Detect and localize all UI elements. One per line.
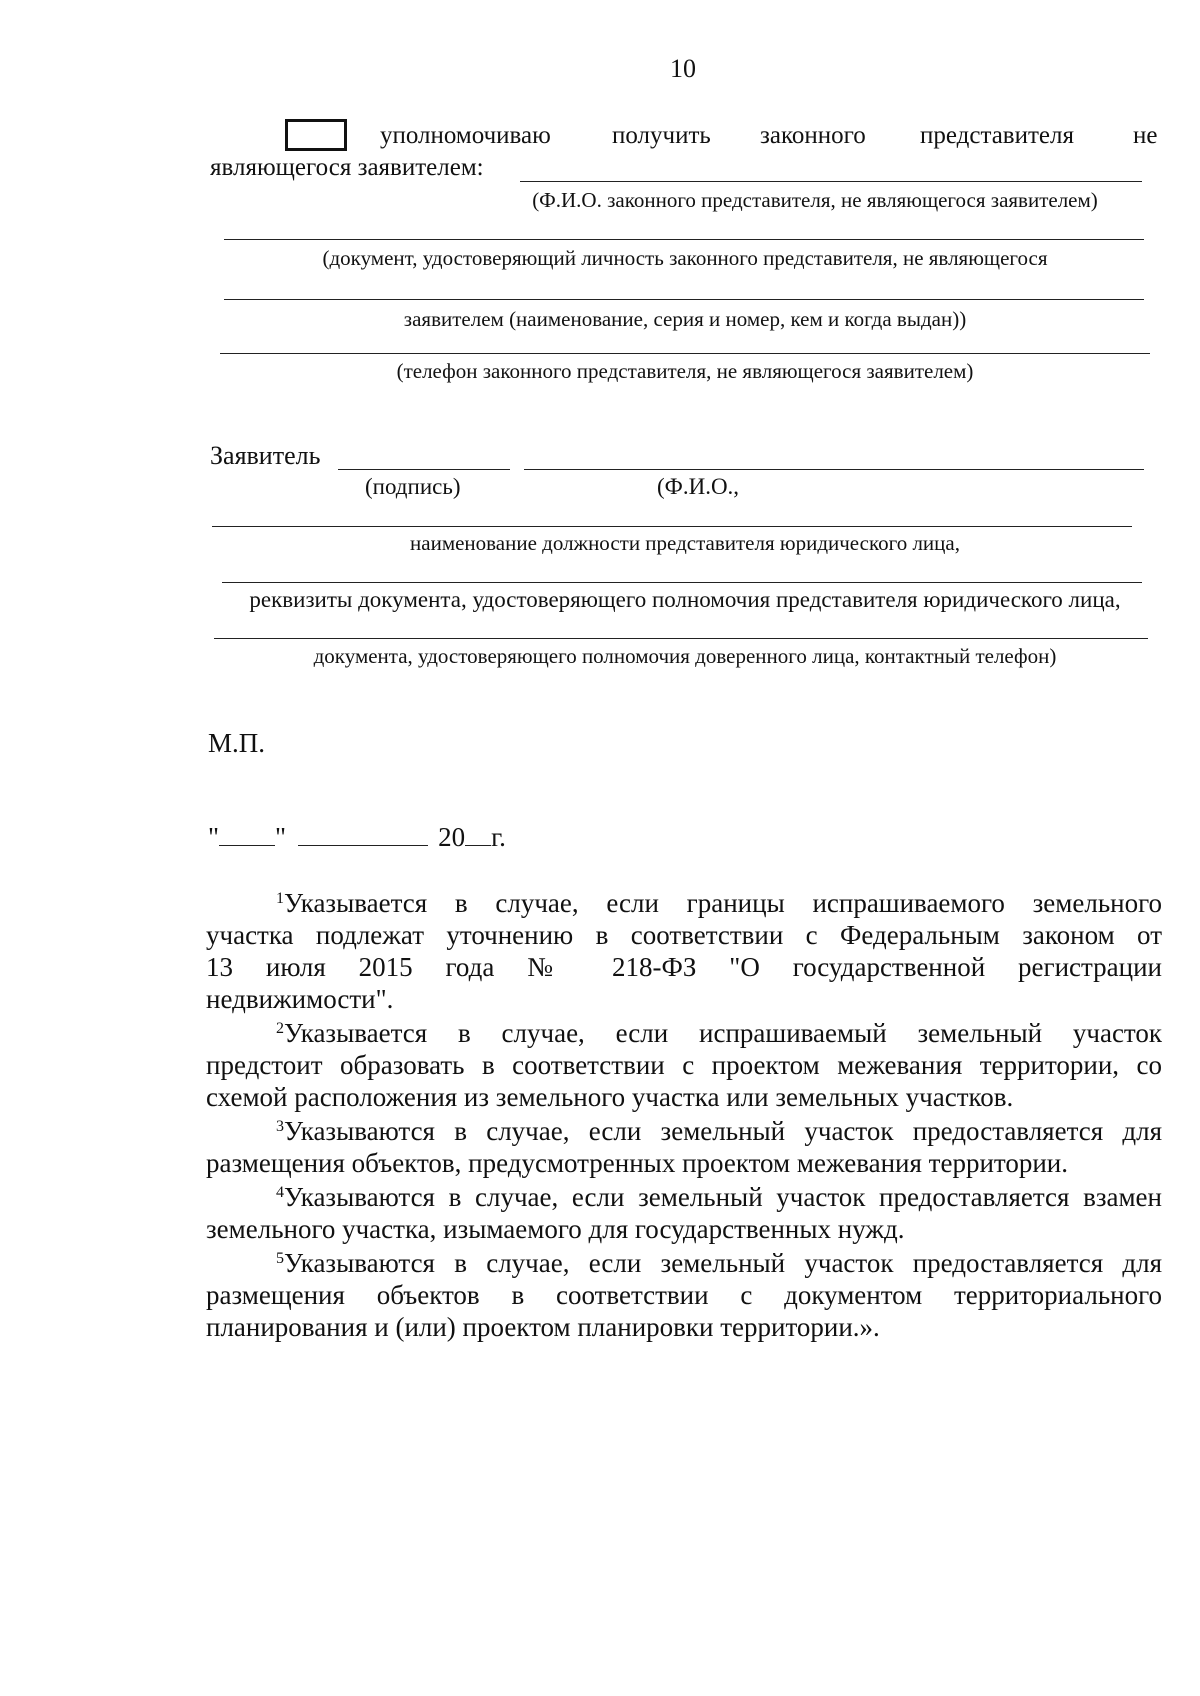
footnote-2-line-3: схемой расположения из земельного участка или земельных участков.	[206, 1082, 1014, 1112]
authorize-line-2: являющегося заявителем:	[210, 154, 484, 181]
rep-phone-caption: (телефон законного представителя, не являющегося заявителем)	[396, 359, 974, 383]
date-day-field[interactable]	[219, 823, 275, 846]
rep-fio-field[interactable]	[520, 181, 1142, 182]
rep-document-field-1[interactable]	[224, 239, 1144, 240]
footnote-2-mark: 2	[276, 1020, 284, 1037]
stamp-label: М.П.	[208, 728, 266, 758]
footnote-5-mark: 5	[276, 1250, 284, 1267]
footnote-1-mark: 1	[276, 890, 284, 907]
applicant-position-field[interactable]	[212, 526, 1132, 527]
authorize-word-4: представителя	[920, 122, 1074, 149]
applicant-label: Заявитель	[210, 441, 321, 470]
date-month-field[interactable]	[298, 823, 428, 846]
applicant-requisites-field[interactable]	[222, 582, 1142, 583]
date-line	[208, 822, 506, 853]
page-number: 10	[670, 54, 696, 83]
authorize-word-1: уполномочиваю	[380, 122, 551, 149]
authorize-word-2: получить	[612, 122, 711, 149]
date-year-field[interactable]	[465, 823, 491, 846]
rep-document-caption-1: (документ, удостоверяющий личность законного представителя, не являющегося	[322, 246, 1048, 270]
footnote-1-line-3: 13 июля 2015 года № 218-ФЗ "О государственной регистрации	[206, 952, 1162, 982]
footnote-4-mark: 4	[276, 1184, 284, 1201]
rep-document-field-2[interactable]	[224, 299, 1144, 300]
applicant-fio-field[interactable]	[524, 469, 1144, 470]
footnote-1-line-1: $^1$Указывается в случае, если границы испрашиваемого земельного	[276, 888, 1162, 918]
date-open-quote: "	[208, 822, 220, 852]
footnote-3-mark: 3	[276, 1118, 284, 1135]
applicant-signature-field[interactable]	[338, 469, 510, 470]
footnote-2-line-1: $^2$Указывается в случае, если испрашиваемый земельный участок	[276, 1018, 1162, 1048]
footnote-5-line-3: планирования и (или) проектом планировки территории.».	[206, 1312, 880, 1342]
authorize-word-3: законного	[760, 122, 866, 149]
rep-phone-field[interactable]	[220, 353, 1150, 354]
date-close-quote: "	[275, 822, 287, 852]
authorize-word-5: не	[1133, 122, 1158, 149]
fio-caption: (Ф.И.О.,	[657, 474, 740, 499]
footnote-3-line-1: $^3$Указываются в случае, если земельный участок предоставляется для	[276, 1116, 1162, 1146]
footnote-1-line-2: участка подлежат уточнению в соответствии с Федеральным законом от	[206, 920, 1162, 950]
signature-caption: (подпись)	[365, 474, 461, 499]
footnote-2-line-2: предстоит образовать в соответствии с проектом межевания территории, со	[206, 1050, 1162, 1080]
footnote-5-line-1: $^5$Указываются в случае, если земельный участок предоставляется для	[276, 1248, 1162, 1278]
footnote-4-line-1: $^4$Указываются в случае, если земельный участок предоставляется взамен	[276, 1182, 1162, 1212]
footnote-5-line-2: размещения объектов в соответствии с документом территориального	[206, 1280, 1162, 1310]
requisites-caption: реквизиты документа, удостоверяющего полномочия представителя юридического лица,	[249, 587, 1121, 612]
footnote-1-line-4: недвижимости".	[206, 984, 394, 1014]
date-year-suffix: г.	[491, 822, 506, 852]
position-caption: наименование должности представителя юридического лица,	[410, 531, 960, 555]
date-year-prefix: 20	[438, 822, 466, 852]
authorize-checkbox[interactable]	[285, 119, 347, 151]
proxy-caption: документа, удостоверяющего полномочия доверенного лица, контактный телефон)	[313, 644, 1057, 668]
footnote-3-line-2: размещения объектов, предусмотренных проектом межевания территории.	[206, 1148, 1068, 1178]
applicant-proxy-field[interactable]	[214, 638, 1148, 639]
rep-fio-caption: (Ф.И.О. законного представителя, не являющегося заявителем)	[532, 188, 1098, 212]
rep-document-caption-2: заявителем (наименование, серия и номер, кем и когда выдан))	[403, 307, 967, 331]
footnote-4-line-2: земельного участка, изымаемого для государственных нужд.	[206, 1214, 905, 1244]
